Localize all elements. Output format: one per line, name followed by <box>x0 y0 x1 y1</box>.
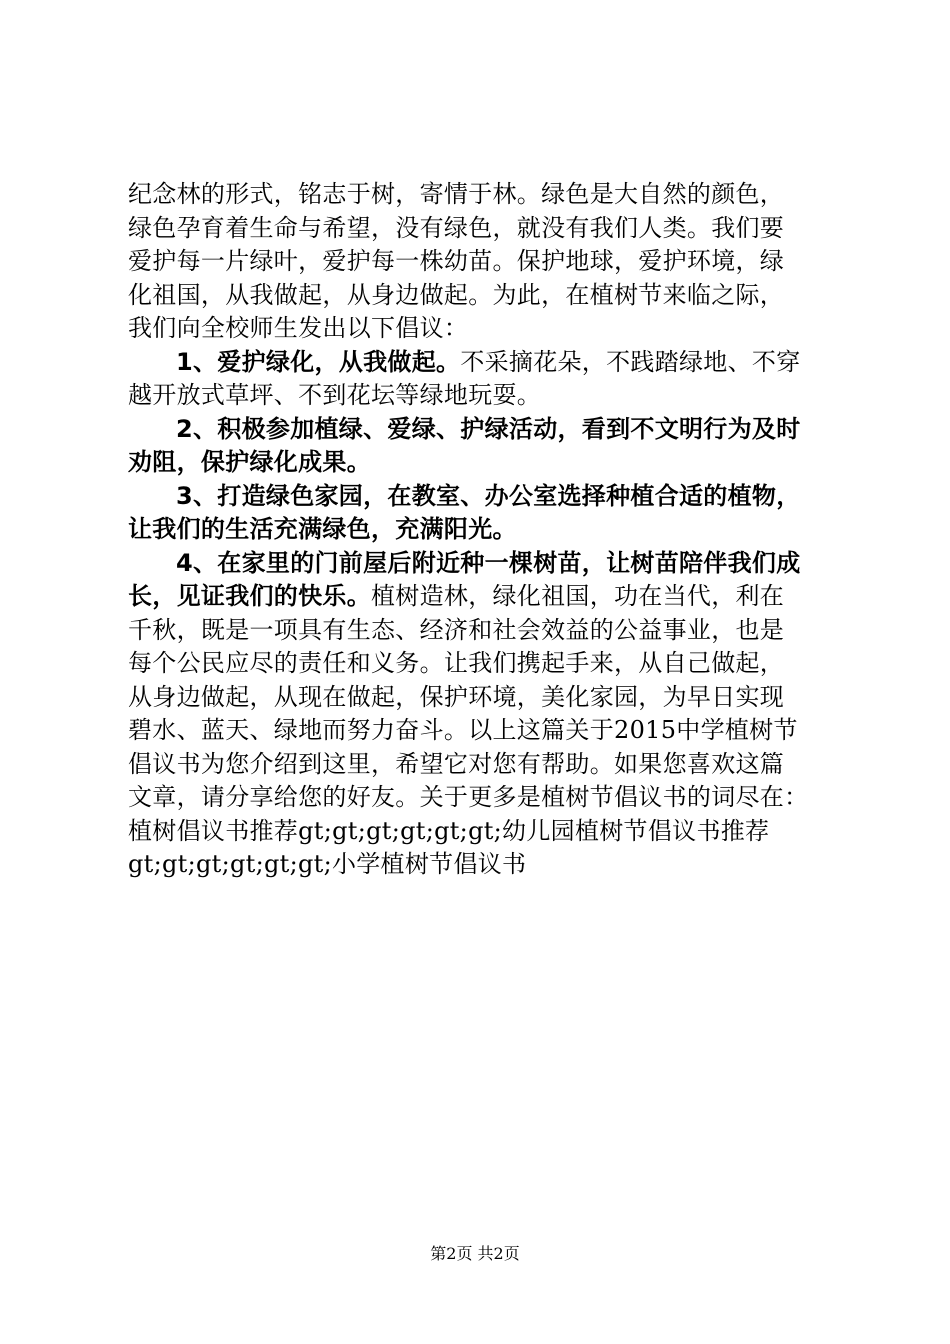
bold-run: 4、在家里的门前屋后附近种一棵树苗，让树苗陪伴我们成 <box>176 548 801 577</box>
text-line <box>128 614 838 648</box>
text-run: 植树倡议书推荐gt;gt;gt;gt;gt;gt;幼儿园植树节倡议书推荐 <box>128 816 770 845</box>
text-line <box>128 245 838 279</box>
text-run: 化祖国，从我做起，从身边做起。为此，在植树节来临之际， <box>128 280 785 309</box>
document-body <box>128 178 838 882</box>
text-run: 爱护每一片绿叶，爱护每一株幼苗。保护地球，爱护环境，绿 <box>128 247 785 275</box>
text-line <box>128 446 838 480</box>
text-line <box>128 681 838 715</box>
text-run: 文章，请分享给您的好友。关于更多是植树节倡议书的词尽在： <box>128 783 809 811</box>
text-line <box>128 178 838 212</box>
text-run: gt;gt;gt;gt;gt;gt;小学植树节倡议书 <box>128 850 527 878</box>
bold-run: 3、打造绿色家园，在教室、办公室选择种植合适的植物， <box>176 481 801 510</box>
text-line <box>128 748 838 782</box>
text-run: 从身边做起，从现在做起，保护环境，美化家园，为早日实现 <box>128 682 785 711</box>
text-run: 我们向全校师生发出以下倡议： <box>128 314 469 342</box>
bold-run: 1、爱护绿化，从我做起。 <box>176 347 461 376</box>
text-line <box>128 848 838 882</box>
text-run: 绿色孕育着生命与希望，没有绿色，就没有我们人类。我们要 <box>128 213 785 242</box>
text-run: 倡议书为您介绍到这里，希望它对您有帮助。如果您喜欢这篇 <box>128 749 785 778</box>
text-line <box>128 714 838 748</box>
text-run: 越开放式草坪、不到花坛等绿地玩耍。 <box>128 381 542 409</box>
text-run: 千秋，既是一项具有生态、经济和社会效益的公益事业，也是 <box>128 615 785 644</box>
text-run: 不采摘花朵，不践踏绿地、不穿 <box>460 347 801 376</box>
text-line <box>128 647 838 681</box>
text-line <box>128 815 838 849</box>
text-line <box>128 513 838 547</box>
text-line <box>128 279 838 313</box>
text-line <box>128 379 838 413</box>
text-line <box>128 212 838 246</box>
text-line <box>128 781 838 815</box>
proposal-item-4 <box>128 547 838 581</box>
text-line <box>128 580 838 614</box>
proposal-item-1 <box>128 346 838 380</box>
proposal-item-3 <box>128 480 838 514</box>
bold-run: 劝阻，保护绿化成果。 <box>128 448 371 476</box>
text-run: 植树造林，绿化祖国，功在当代，利在 <box>371 582 785 610</box>
bold-run: 长，见证我们的快乐。 <box>128 582 371 610</box>
text-run: 碧水、蓝天、绿地而努力奋斗。以上这篇关于2015中学植树节 <box>128 716 798 744</box>
bold-run: 让我们的生活充满绿色，充满阳光。 <box>128 515 517 543</box>
text-run: 每个公民应尽的责任和义务。让我们携起手来，从自己做起， <box>128 649 785 677</box>
text-run: 纪念林的形式，铭志于树，寄情于林。绿色是大自然的颜色， <box>128 180 785 208</box>
proposal-item-2 <box>128 413 838 447</box>
page-number-footer: 第2页 共2页 <box>430 1244 520 1263</box>
text-line <box>128 312 838 346</box>
bold-run: 2、积极参加植绿、爱绿、护绿活动，看到不文明行为及时 <box>176 414 801 443</box>
